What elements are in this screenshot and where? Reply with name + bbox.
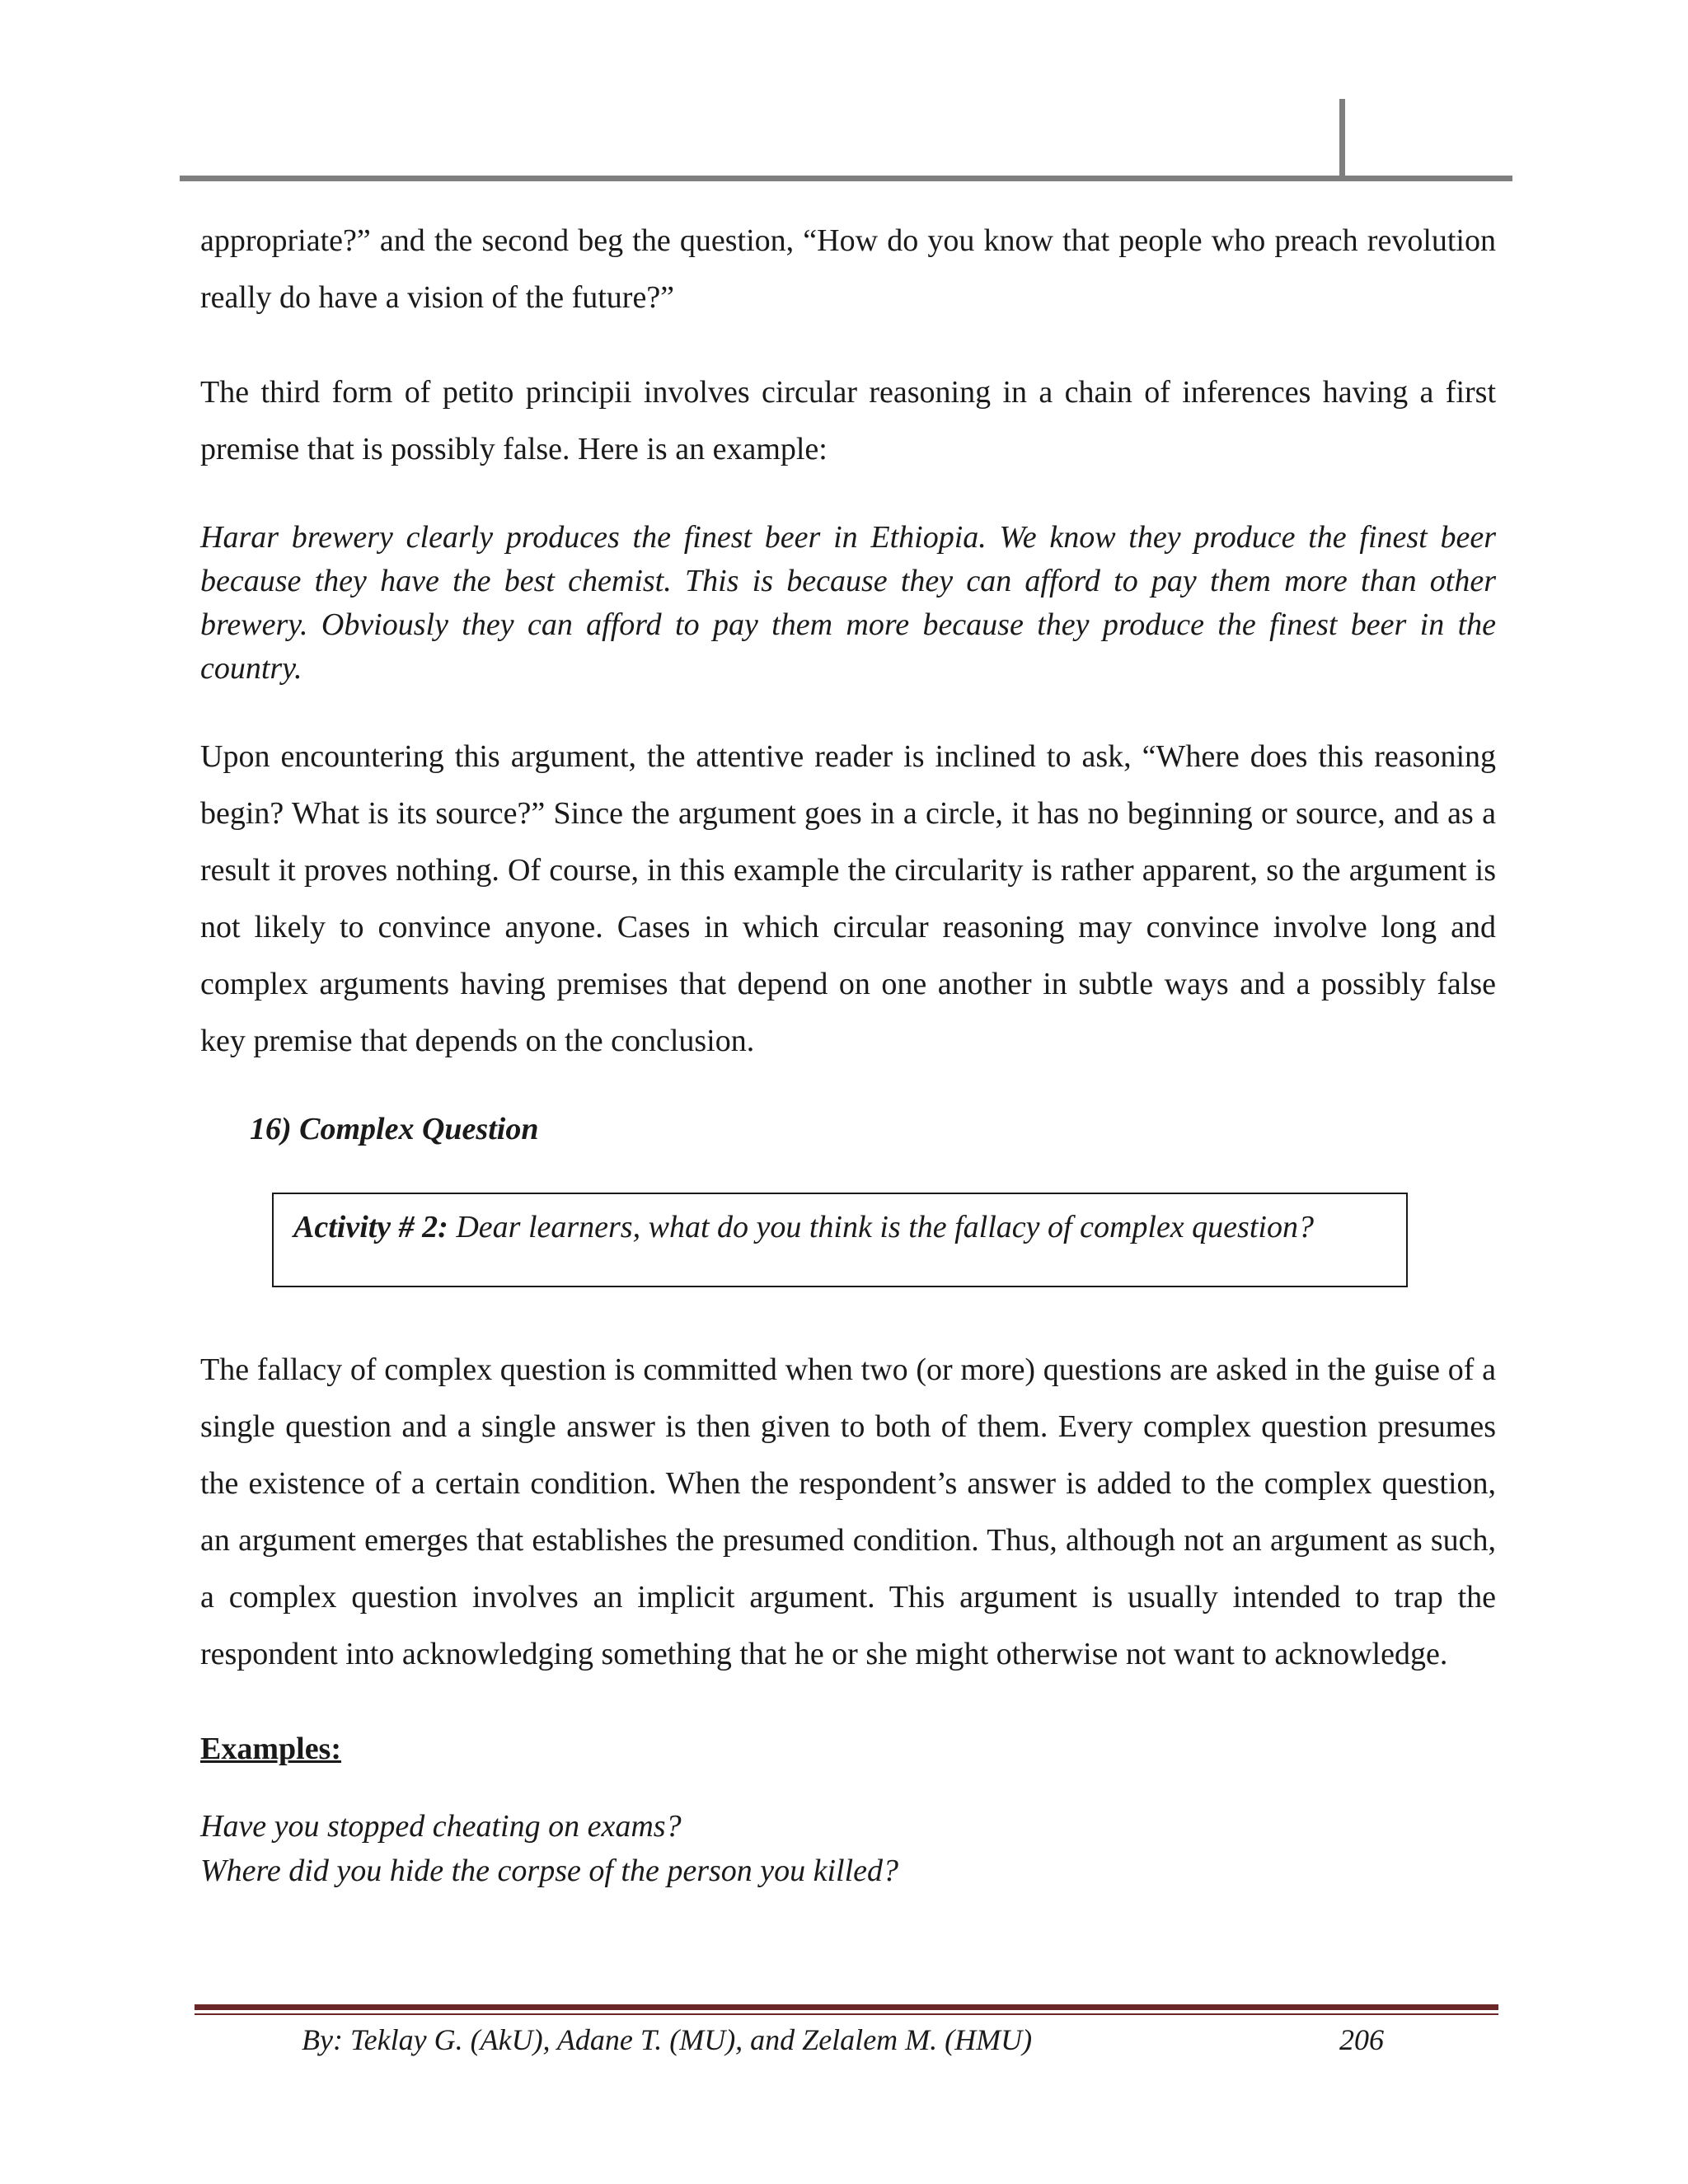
example-item: Have you stopped cheating on exams?	[200, 1809, 682, 1844]
footer-rule-thin	[195, 2013, 1498, 2015]
paragraph-circular-reasoning: Upon encountering this argument, the attentive reader is inclined to ask, “Where does this reasoning begin? What is its source?” Since the argument goes in a circle, it has no beginning or source, and as a result it proves nothing. Of course, in this example the circularity is rather apparent, so the argument is not likely to convince anyone. Cases in which circular reasoning may convince involve long and complex arguments having premises that depend on one another in subtle ways and a possibly false key premise that depends on the conclusion.	[200, 739, 1496, 1058]
paragraph-complex-question: The fallacy of complex question is committed when two (or more) questions are asked in the guise of a single question and a single answer is then given to both of them. Every complex question presumes the existence of a certain condition. When the respondent’s answer is added to the complex question, an argument emerges that establishes the presumed condition. Thus, although not an argument as such, a complex question involves an implicit argument. This argument is usually intended to trap the respondent into acknowledging something that he or she might otherwise not want to acknowledge.	[200, 1352, 1496, 1671]
example-quote: Harar brewery clearly produces the finest beer in Ethiopia. We know they produce the finest beer because they have the best chemist. This is because they can afford to pay them more than other brewery. Obviously they can afford to pay them more because they produce the finest beer in the country.	[200, 520, 1496, 686]
section-heading: 16) Complex Question	[250, 1112, 539, 1146]
examples-list	[200, 1804, 1496, 1893]
footer-rule	[195, 2004, 1498, 2010]
example-item: Where did you hide the corpse of the person you killed?	[200, 1854, 899, 1888]
header-vertical-tick	[1339, 99, 1345, 178]
activity-label: Activity # 2:	[293, 1210, 448, 1244]
examples-heading: Examples:	[200, 1732, 341, 1766]
page-number: 206	[1339, 2023, 1384, 2056]
activity-text: Dear learners, what do you think is the fallacy of complex question?	[456, 1210, 1314, 1244]
header-rule	[180, 176, 1512, 181]
footer-authors: By: Teklay G. (AkU), Adane T. (MU), and Zelalem M. (HMU)	[302, 2023, 1033, 2056]
paragraph-continuation: appropriate?” and the second beg the question, “How do you know that people who preach revolution really do have a vision of the future?”	[200, 223, 1496, 315]
activity-box	[272, 1193, 1408, 1287]
page-body	[200, 213, 1496, 1893]
paragraph-third-form: The third form of petito principii involves circular reasoning in a chain of inferences having a first premise that is possibly false. Here is an example:	[200, 375, 1496, 466]
